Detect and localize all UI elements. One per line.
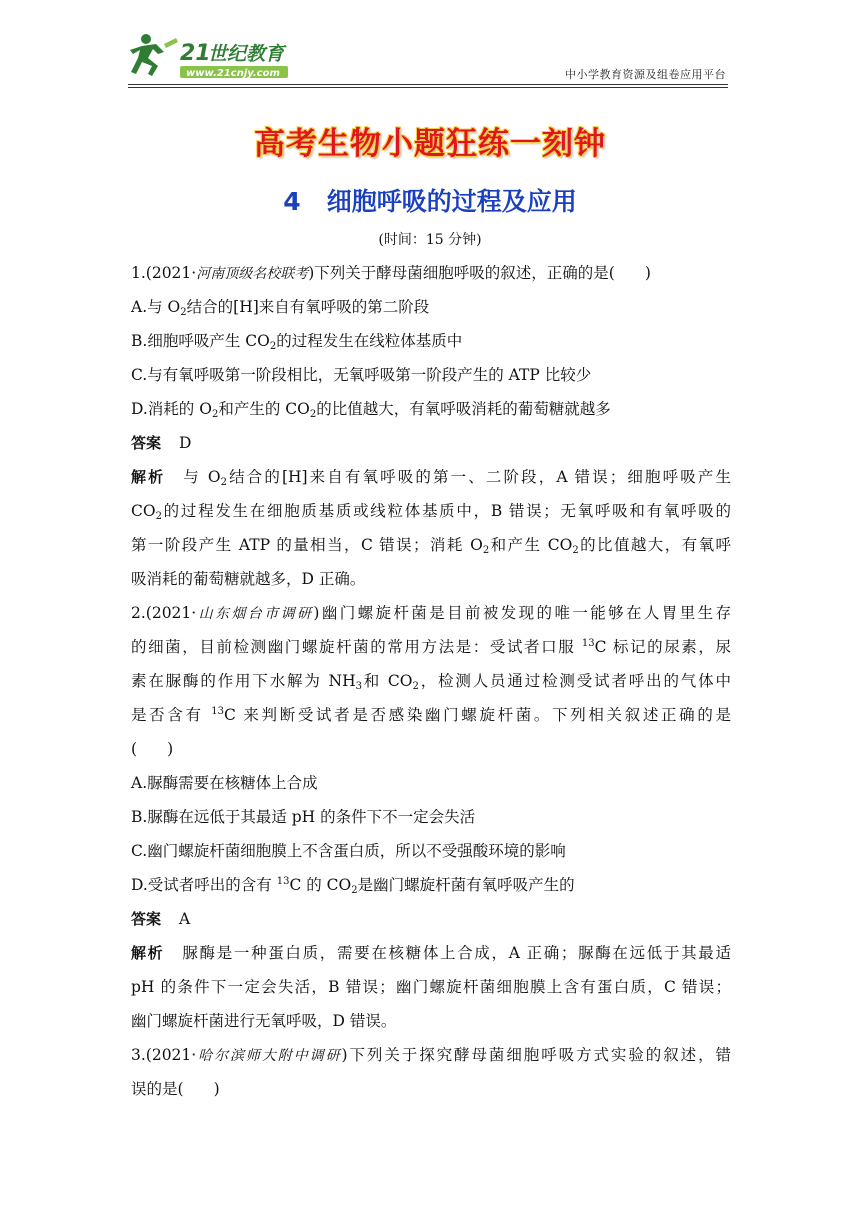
question-2-stem-line: 的细菌，目前检测幽门螺旋杆菌的常用方法是：受试者口服 $^{13}$C 标记的尿素，尿	[131, 638, 731, 656]
explanation-line: 吸消耗的葡萄糖就越多，D 正确。	[131, 570, 366, 588]
explanation-line: pH 的条件下一定会失活，B 错误；幽门螺旋杆菌细胞膜上含有蛋白质，C 错误；	[131, 978, 731, 996]
explanation-label: 解析	[131, 468, 166, 486]
explanation-line: 幽门螺旋杆菌进行无氧呼吸，D 错误。	[131, 1012, 397, 1030]
question-source: 山东烟台市调研	[196, 606, 314, 622]
question-1-stem: 1.(2021·河南顶级名校联考)下列关于酵母菌细胞呼吸的叙述，正确的是( )	[131, 264, 651, 282]
answer	[131, 902, 731, 936]
question-3-stem: 3.(2021·哈尔滨师大附中调研)下列关于探究酵母菌细胞呼吸方式实验的叙述，错	[131, 1046, 731, 1064]
question-source: 河南顶级名校联考	[196, 266, 309, 282]
explanation: 解析 与 $O_2$结合的[H]来自有氧呼吸的第一、二阶段，A 错误；细胞呼吸产生	[131, 468, 731, 488]
option-a: A.脲酶需要在核糖体上合成	[131, 774, 318, 792]
section-subtitle	[0, 182, 860, 218]
explanation: 解析 脲酶是一种蛋白质，需要在核糖体上合成，A 正确；脲酶在远低于其最适	[131, 944, 731, 962]
question-3-stem-line: 误的是( )	[131, 1080, 220, 1098]
header-divider	[128, 84, 728, 85]
explanation-label: 解析	[131, 944, 165, 962]
21cnjy-logo	[128, 30, 298, 84]
question-2-paren: ( )	[131, 740, 174, 758]
svg-text:www.21cnjy.com: www.21cnjy.com	[186, 68, 280, 79]
question-2-stem: 2.(2021·山东烟台市调研)幽门螺旋杆菌是目前被发现的唯一能够在人胃里生存	[131, 604, 731, 622]
option-c: C.与有氧呼吸第一阶段相比，无氧呼吸第一阶段产生的 ATP 比较少	[131, 366, 592, 384]
option-b: B.脲酶在远低于其最适 pH 的条件下不一定会失活	[131, 808, 476, 826]
page-title: 高考生物小题狂练一刻钟	[254, 126, 606, 162]
svg-text:21: 21	[180, 41, 211, 66]
answer-value: A	[179, 910, 191, 928]
explanation-line: 第一阶段产生 ATP 的量相当，C 错误；消耗 $O_2$和产生 $CO_2$的比值越大，有氧呼	[131, 536, 731, 556]
svg-text:世纪教育: 世纪教育	[208, 43, 285, 65]
question-content	[131, 256, 731, 1106]
question-source: 哈尔滨师大附中调研	[196, 1048, 342, 1064]
answer-label: 答案	[131, 434, 162, 452]
explanation-line: $CO_2$的过程发生在细胞质基质或线粒体基质中，B 错误；无氧呼吸和有氧呼吸的	[131, 502, 731, 522]
page-header	[128, 30, 728, 86]
option-b: B.细胞呼吸产生 $CO_2$的过程发生在线粒体基质中	[131, 332, 463, 352]
question-2-stem-line: 素在脲酶的作用下水解为 $NH_3$和 $CO_2$，检测人员通过检测受试者呼出的气体中	[131, 672, 731, 692]
option-a: A.与 $O_2$结合的[H]来自有氧呼吸的第二阶段	[131, 298, 430, 318]
question-2-stem-line: 是否含有 $^{13}$C 来判断受试者是否感染幽门螺旋杆菌。下列相关叙述正确的是	[131, 706, 731, 724]
option-c: C.幽门螺旋杆菌细胞膜上不含蛋白质，所以不受强酸环境的影响	[131, 842, 566, 860]
platform-name: 中小学教育资源及组卷应用平台	[565, 68, 726, 81]
answer	[131, 426, 731, 460]
section-number: 4	[283, 187, 301, 216]
time-limit: (时间：15 分钟)	[378, 232, 482, 248]
option-d: D.消耗的 $O_2$和产生的 $CO_2$的比值越大，有氧呼吸消耗的葡萄糖就越多	[131, 400, 611, 420]
header-divider-second	[128, 87, 728, 88]
answer-value: D	[179, 434, 192, 452]
option-d: D.受试者呼出的含有 $^{13}$C 的 $CO_2$是幽门螺旋杆菌有氧呼吸产生的	[131, 876, 575, 896]
section-title: 细胞呼吸的过程及应用	[326, 187, 577, 216]
answer-label: 答案	[131, 910, 162, 928]
